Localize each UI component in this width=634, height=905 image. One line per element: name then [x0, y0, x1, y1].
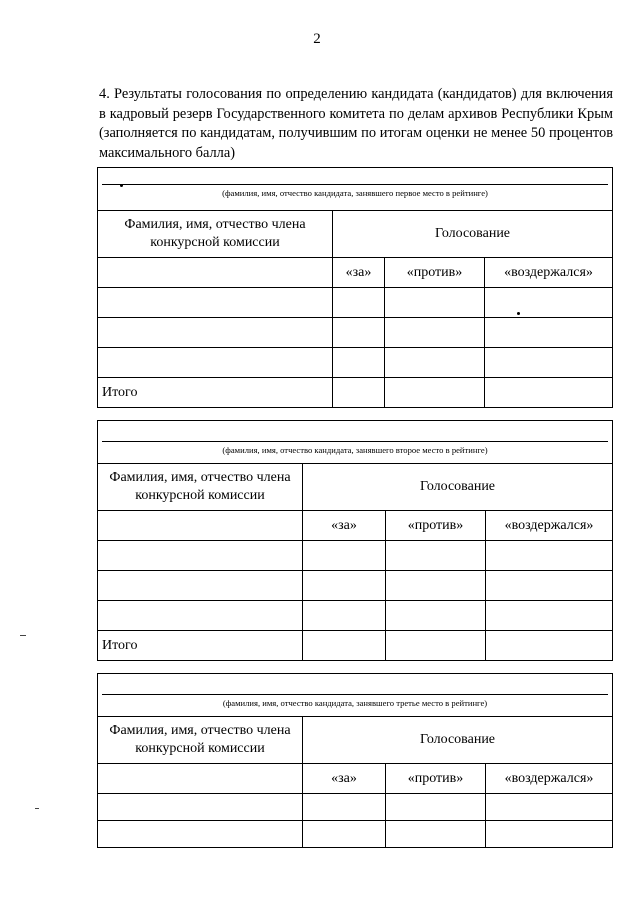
voting-table-third-place: [97, 673, 613, 848]
vote-cell[interactable]: [485, 288, 613, 318]
vote-cell[interactable]: [385, 348, 485, 378]
vote-cell[interactable]: [333, 378, 385, 408]
vote-cell[interactable]: [303, 541, 386, 571]
member-cell[interactable]: [98, 821, 303, 848]
scan-mark: [20, 635, 26, 636]
member-header: Фамилия, имя, отчество члена конкурсной комиссии: [98, 211, 333, 258]
vote-cell[interactable]: [303, 631, 386, 661]
table-row: [98, 571, 613, 601]
vote-cell[interactable]: [486, 794, 613, 821]
member-cell[interactable]: [98, 764, 303, 794]
vote-cell[interactable]: [386, 821, 486, 848]
vote-cell[interactable]: [386, 571, 486, 601]
section-paragraph: 4. Результаты голосования по определению кандидата (кандидатов) для включения в кадровый резерв Государственного комитета по делам архивов Республики Крым (заполняется по кандидатам, получившим по итогам оценки не менее 50 процентов максимального балла): [99, 86, 613, 161]
col-abstain: «воздержался»: [486, 764, 613, 794]
vote-cell[interactable]: [485, 318, 613, 348]
table-row: [98, 821, 613, 848]
col-against: «против»: [385, 258, 485, 288]
member-header: Фамилия, имя, отчество члена конкурсной комиссии: [98, 717, 303, 764]
vote-header: Голосование: [333, 211, 613, 258]
name-underline: [102, 184, 608, 185]
candidate-caption: (фамилия, имя, отчество кандидата, занявшего первое место в рейтинге): [222, 188, 488, 198]
candidate-name-field[interactable]: [98, 168, 613, 211]
member-cell[interactable]: [98, 571, 303, 601]
name-underline: [102, 694, 608, 695]
scan-dot: [517, 312, 520, 315]
candidate-caption: (фамилия, имя, отчество кандидата, занявшего третье место в рейтинге): [222, 698, 488, 708]
table-row: [98, 601, 613, 631]
total-label: Итого: [98, 631, 303, 661]
vote-cell[interactable]: [386, 794, 486, 821]
table-row: [98, 348, 613, 378]
member-cell[interactable]: [98, 511, 303, 541]
total-row: [98, 631, 613, 661]
table-row: [98, 288, 613, 318]
vote-cell[interactable]: [303, 821, 386, 848]
scan-dot: [120, 184, 123, 187]
vote-cell[interactable]: [333, 318, 385, 348]
col-abstain: «воздержался»: [485, 258, 613, 288]
vote-cell[interactable]: [486, 601, 613, 631]
vote-cell[interactable]: [333, 348, 385, 378]
member-cell[interactable]: [98, 288, 333, 318]
vote-cell[interactable]: [303, 794, 386, 821]
total-row: [98, 378, 613, 408]
candidate-name-field[interactable]: [98, 421, 613, 464]
col-against: «против»: [386, 511, 486, 541]
vote-cell[interactable]: [386, 631, 486, 661]
member-cell[interactable]: [98, 541, 303, 571]
candidate-caption: (фамилия, имя, отчество кандидата, занявшего второе место в рейтинге): [222, 445, 488, 455]
vote-cell[interactable]: [486, 541, 613, 571]
col-against: «против»: [386, 764, 486, 794]
vote-cell[interactable]: [385, 378, 485, 408]
member-cell[interactable]: [98, 348, 333, 378]
vote-cell[interactable]: [385, 288, 485, 318]
member-cell[interactable]: [98, 318, 333, 348]
vote-cell[interactable]: [386, 601, 486, 631]
total-label: Итого: [98, 378, 333, 408]
col-abstain: «воздержался»: [486, 511, 613, 541]
vote-cell[interactable]: [333, 288, 385, 318]
vote-cell[interactable]: [385, 318, 485, 348]
candidate-name-field[interactable]: [98, 674, 613, 717]
page-number: 2: [313, 31, 321, 47]
vote-cell[interactable]: [485, 378, 613, 408]
col-for: «за»: [303, 511, 386, 541]
table-row: [98, 794, 613, 821]
voting-table-first-place: [97, 167, 613, 408]
member-cell[interactable]: [98, 258, 333, 288]
vote-cell[interactable]: [303, 571, 386, 601]
vote-cell[interactable]: [386, 541, 486, 571]
vote-cell[interactable]: [303, 601, 386, 631]
table-row: [98, 541, 613, 571]
member-cell[interactable]: [98, 794, 303, 821]
vote-cell[interactable]: [486, 821, 613, 848]
col-for: «за»: [303, 764, 386, 794]
name-underline: [102, 441, 608, 442]
vote-cell[interactable]: [486, 571, 613, 601]
scan-mark: [35, 808, 39, 809]
voting-table-second-place: [97, 420, 613, 661]
vote-header: Голосование: [303, 464, 613, 511]
member-cell[interactable]: [98, 601, 303, 631]
vote-header: Голосование: [303, 717, 613, 764]
table-row: [98, 318, 613, 348]
vote-cell[interactable]: [486, 631, 613, 661]
vote-cell[interactable]: [485, 348, 613, 378]
col-for: «за»: [333, 258, 385, 288]
member-header: Фамилия, имя, отчество члена конкурсной комиссии: [98, 464, 303, 511]
